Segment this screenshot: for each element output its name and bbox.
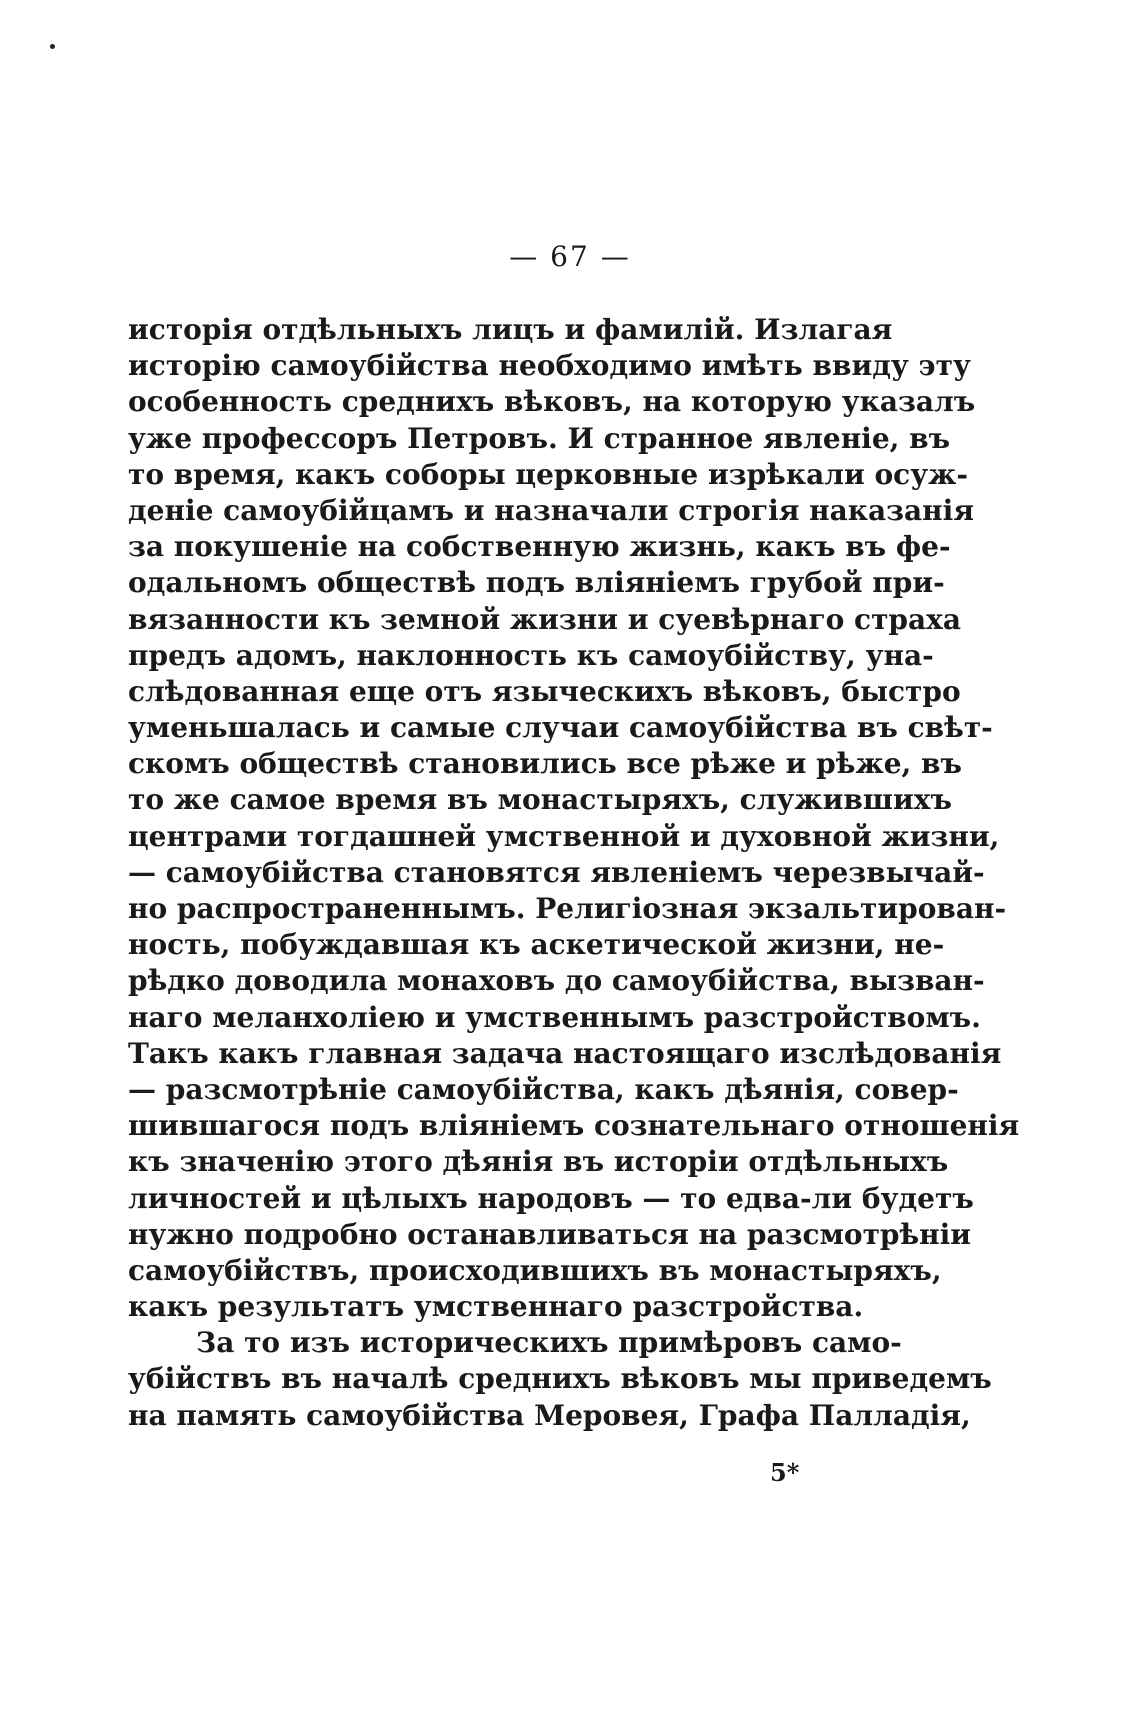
text-line: за покушеніе на собственную жизнь, какъ въ фе- [128,530,951,564]
text-line: слѣдованная еще отъ языческихъ вѣковъ, быстро [128,674,961,708]
text-line: наго меланхоліею и умственнымъ разстройствомъ. [128,1000,981,1034]
text-line: предъ адомъ, наклонность къ самоубійству, уна- [128,638,934,672]
signature-mark: 5* [770,1458,800,1487]
text-line: одальномъ обществѣ подъ вліяніемъ грубой при- [128,566,945,600]
paragraph-end-line: какъ результатъ умственнаго разстройства. [128,1290,864,1324]
page-number: — 67 — [509,240,631,273]
text-line: ность, побуждавшая къ аскетической жизни, не- [128,928,945,962]
text-line: то же самое время въ монастыряхъ, служившихъ [128,783,952,817]
text-line: рѣдко доводила монаховъ до самоубійства, вызван- [128,964,985,998]
text-line: вязанности къ земной жизни и суевѣрнаго страха [128,602,961,636]
text-line: исторія отдѣльныхъ лицъ и фамилій. Излагая [128,313,893,346]
text-line: на память самоубійства Меровея, Графа Палладія, [128,1398,971,1432]
body-text [128,312,1020,1434]
text-line: убійствъ въ началѣ среднихъ вѣковъ мы приведемъ [128,1362,992,1396]
text-line: скомъ обществѣ становились все рѣже и рѣже, въ [128,747,962,781]
text-line: шившагося подъ вліяніемъ сознательнаго отношенія [128,1109,1020,1143]
text-line: — самоубійства становятся явленіемъ черезвычай- [128,855,985,889]
text-line: къ значенію этого дѣянія въ исторіи отдѣльныхъ [128,1145,949,1179]
text-line: уже профессоръ Петровъ. И странное явленіе, въ [128,421,951,455]
text-line: нужно подробно останавливаться на разсмотрѣніи [128,1217,972,1251]
text-line: центрами тогдашней умственной и духовной жизни, [128,819,1000,853]
text-line: то время, какъ соборы церковные изрѣкали осуж- [128,457,969,491]
print-speck [50,44,55,49]
text-line: уменьшалась и самые случаи самоубійства въ свѣт- [128,711,993,745]
text-line: Такъ какъ главная задача настоящаго изслѣдованія [128,1036,1002,1070]
text-line: исторію самоубійства необходимо имѣть ввиду эту [128,349,971,383]
text-line: но распространеннымъ. Религіозная экзальтирован- [128,892,1007,925]
text-line: — разсмотрѣніе самоубійства, какъ дѣянія, совер- [128,1072,959,1106]
text-line: личностей и цѣлыхъ народовъ — то едва-ли будетъ [128,1181,974,1215]
text-line: особенность среднихъ вѣковъ, на которую указалъ [128,385,976,419]
paragraph-start-line: За то изъ историческихъ примѣровъ само- [196,1326,902,1360]
text-line: самоубійствъ, происходившихъ въ монастыряхъ, [128,1253,942,1287]
text-line: деніе самоубійцамъ и назначали строгія наказанія [128,493,975,527]
